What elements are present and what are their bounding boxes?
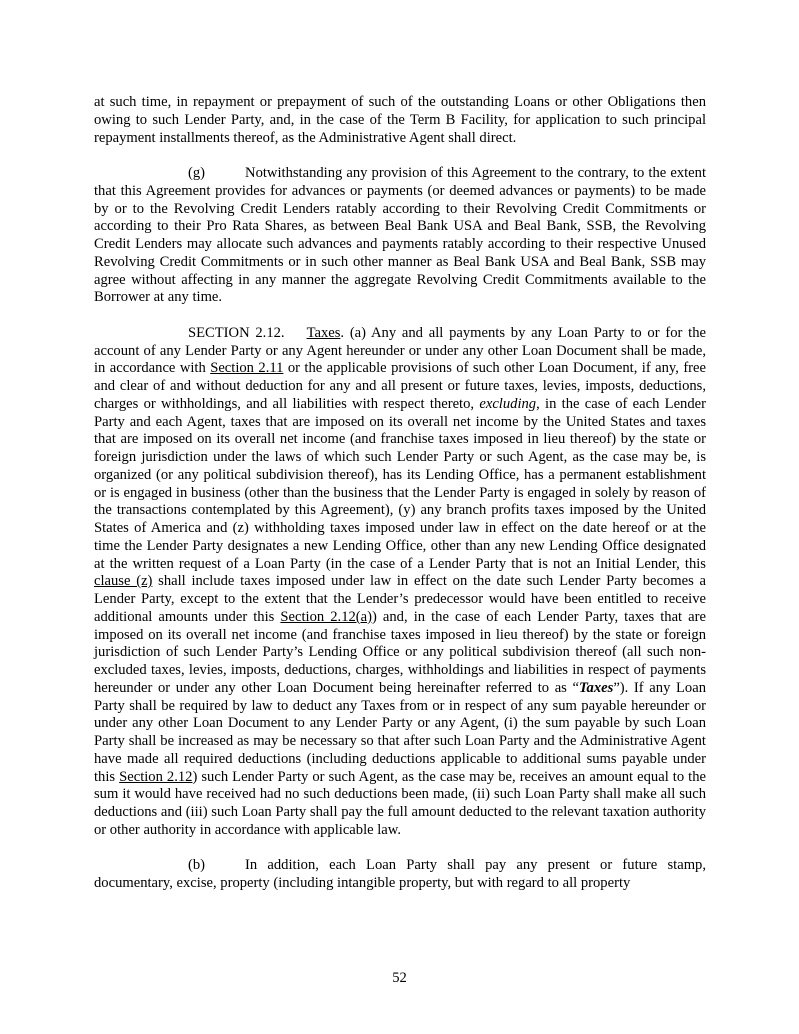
section-text-3: , in the case of each Lender Party and each Agent, taxes that are imposed on its overall net income by the United States and taxes that are imposed on its overall net income (and franchise taxes imposed in lieu thereof) by the state or foreign jurisdiction under the laws of which such Lender Party or such Agent, as the case may be, is organized (or any political subdivision thereof), has its Lending Office, has a permanent establishment or is engaged in business (other than the business that the Lender Party is engaged in solely by reason of the transactions contemplated by this Agreement), (y) any branch profits taxes imposed by the United States of America and (z) withholding taxes imposed under law in effect on the date hereof or at the time the Lender Party designates a new Lending Office, other than any new Lending Office designated at the written request of a Loan Party (in the case of a Lender Party that is not an Initial Lender, this bbox=[94, 395, 706, 572]
paragraph-g bbox=[94, 165, 706, 307]
section-title: Taxes bbox=[306, 324, 341, 341]
section-text-7: ) such Lender Party or such Agent, as the case may be, receives an amount equal to the sum it would have received had no such deductions been made, (ii) such Loan Party shall make all such deductions and (iii) such Loan Party shall pay the full amount deducted to the relevant taxation authority or other authority in accordance with applicable law. bbox=[94, 768, 706, 838]
defined-term-taxes: Taxes bbox=[578, 679, 614, 696]
section-text-6: ”). If any Loan Party shall be required by law to deduct any Taxes from or in respect of any sum payable hereunder or under any other Loan Document to any Lender Party or any Agent, (i) the sum payable by such Loan Party shall be increased as may be necessary so that after such Loan Party and the Administrative Agent have made all required deductions (including deductions applicable to additional sums payable under this bbox=[94, 679, 706, 785]
paragraph-g-text: Notwithstanding any provision of this Agreement to the contrary, to the extent that this Agreement provides for advances or payments (or deemed advances or payments) to be made by or to the Revolving Credit Lenders ratably according to their Revolving Credit Commitments or according to their Pro Rata Shares, as between Beal Bank USA and Beal Bank, SSB, the Revolving Credit Lenders may allocate such advances and payments ratably according to their respective Unused Revolving Credit Commitments or in such other manner as Beal Bank USA and Beal Bank, SSB may agree without affecting in any manner the aggregate Revolving Credit Commitments available to the Borrower at any time. bbox=[94, 165, 706, 306]
paragraph-g-label: (g) bbox=[188, 165, 206, 181]
section-2-12-paragraph-a bbox=[94, 325, 706, 840]
section-text-4: shall include taxes imposed under law in effect on the date such Lender Party becomes a Lender Party, except to the extent that the Lender’s predecessor would have been entitled to receive additional amounts under this bbox=[94, 573, 706, 625]
document-page bbox=[94, 94, 706, 893]
section-text-5: ) and, in the case of each Lender Party, taxes that are imposed on its overall net income (and franchise taxes imposed in lieu thereof) by the state or foreign jurisdiction of such Lender Party’s Lending Office or any political subdivision thereof (all such non-excluded taxes, levies, imposts, deductions, charges, withholdings and liabilities in respect of payments hereunder or under any other Loan Document being hereinafter referred to as “ bbox=[94, 608, 706, 696]
section-ref-2-11: Section 2.11 bbox=[210, 360, 284, 377]
excluding-term: excluding bbox=[479, 395, 537, 412]
section-ref-2-12-a: Section 2.12(a) bbox=[280, 608, 372, 625]
section-text-1: . (a) Any and all payments by any Loan Party to or for the account of any Lender Party or any Agent hereunder or under any other Loan Document shall be made, in accordance with bbox=[94, 324, 706, 377]
section-ref-2-12: Section 2.12 bbox=[119, 768, 193, 785]
clause-z-ref: clause (z) bbox=[94, 573, 153, 590]
paragraph-b-text: In addition, each Loan Party shall pay any present or future stamp, documentary, excise, property (including intangible property, but with regard to all property bbox=[94, 857, 706, 891]
paragraph-b bbox=[94, 857, 706, 893]
page-number: 52 bbox=[392, 970, 407, 986]
section-heading: SECTION 2.12. bbox=[188, 324, 285, 341]
section-text-2: or the applicable provisions of such other Loan Document, if any, free and clear of and without deduction for any and all present or future taxes, levies, imposts, deductions, charges or withholdings, and all liabilities with respect thereto, bbox=[94, 360, 706, 412]
paragraph-b-label: (b) bbox=[188, 857, 206, 874]
paragraph-continuation: at such time, in repayment or prepayment of such of the outstanding Loans or other Obligations then owing to such Lender Party, and, in the case of the Term B Facility, for application to such principal repayment installments thereof, as the Administrative Agent shall direct. bbox=[94, 94, 706, 146]
